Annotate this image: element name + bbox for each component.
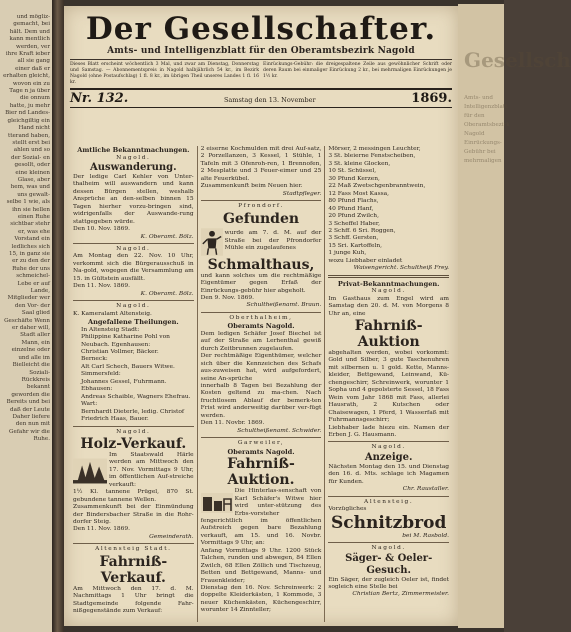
notice-signature: bei M. Rasbold. [402,532,450,539]
subscription-notice-right: Einrückungs-Gebühr: die dreigespaltene Zeile aus gewöhnlicher Schrift oder deren Raum bei einmaliger Einrückung 2 kr., bei mehrmaligen Einrückungen je 1½ kr. [263,62,452,79]
section-divider [328,542,449,543]
notice-entry: Bernhardt Dieterle, ledig. Christof Friedrich Haas, Bauer. [81,408,185,423]
notice-text: Den 11. Novbr. 1869. [200,420,265,427]
section-divider [201,312,322,313]
notice-heading: Anzeige. [364,451,413,463]
notice-text: 3 Scheffel Haber, [328,220,380,227]
notice-text: wozu Liebhaber einladet [328,257,403,264]
section-heading: Oberamts Nagold. [227,322,295,331]
notice-text: 1½ Kl. tannene Prügel, 870 St. gebundene tannene Wellen. [73,489,194,503]
place-heading: Oberthalheim, [229,314,293,321]
notice-text: 2 eiserne Kochmulden mit drei Auf-satz, 2 Porzellanzen, 3 Kessel, 1 Stühle, 1 Tafeln mit 3 Ofenroh-ren, 1 Brennofen, 2 Mesplatte und 3 Feuer-eimer und 25 alte Feuerkübel. [200,146,322,182]
issue-year: 1869. [411,91,452,106]
notice-text: 3 St. bleierne Fenstscheiben, [328,153,416,160]
notice-text: wurde am 7. d. M. auf der Straße bei der Pfrondorfer Mühle ein zugelaufenes [224,230,322,252]
notice-text: 3 Schff. Gersten, [328,235,379,242]
place-heading: Nagold. [116,154,151,161]
newspaper-title: Der Gesellschafter. [85,11,437,47]
section-divider [201,437,322,438]
place-heading: Nagold. [116,428,151,435]
illustrated-notice [201,488,322,518]
section-heading: Angefallene Theilungen. [87,318,179,327]
adjacent-page-left [0,0,54,632]
notice-text: abgehalten werden, wobei vorkommt: Gold und Silber, 3 gute Taschenuhren mit silbernen u. 1 gold. Kette, Manns-kleider, Bettgewand, Leinwand, Kü-chengeschirr, Schreinwerk, worunter 1 Sopha und 4 gepolsterte Sessel, 18 Fass Wein vom Jahr 1868 mit Fass, allerlei Hausrath, 2 Kutschen oder Chaisewagen, 1 Pferd, 1 Wasserfaß mit Fuhrmannsgeschirr; [328,350,450,424]
place-heading: Nagold. [116,246,151,253]
notice-text: Der ledige Carl Kehler von Unter-thalheim will auswandern und kann dessen Bürgen stellen, weshalb Ansprüche an den-selben binnen 15 Tagen hierher vorzu-bringen sind, widrigenfalls der Auswande-rung stattgegeben würde. [73,173,194,225]
advert-headline: Schnitzbrod [330,512,447,533]
notice-headline: Schmalthaus, [207,256,315,273]
place-heading: Nagold. [371,545,406,552]
notice-text: Zusammenkunft bei der Einmündung der Bindersbacher Straße in die Rohr-dorfer Steig. [73,504,194,526]
notice-text: Dem ledigen Schäfer Josef Biechel ist auf der Straße am Lerhenthal gewiß durch Zeitbrunnen zugelaufen. [200,330,322,352]
section-divider [73,243,194,244]
notice-text: 80 Pfund Flachs, [328,198,379,205]
book-spine [52,0,64,632]
woodcut-furniture-icon [201,492,233,514]
place-heading: Garweiler, [237,440,285,447]
section-heading: Oberamts Nagold. [227,447,295,456]
place-heading: Pfrondorf. [238,203,284,210]
section-divider [328,496,449,497]
notice-text: Ein Säger, der zugleich Oeler ist, findet sogleich eine Stelle bei [328,576,450,590]
section-divider [201,200,322,201]
section-divider [73,426,194,427]
notice-entry: Johannes Gessel, Fuhrmann. Ebhausen: [81,378,167,393]
place-heading: Altensteig. [364,498,414,505]
notice-text: Anfang Vormittags 9 Uhr. 1200 Stück Talchen, runden und abwegen, 84 Ellen Zwilch, 68 Ellen Zöllich und Tischzeug, Betten und Bettgewand, Manns- und Frauenkleider; [200,547,322,584]
section-divider [328,275,449,278]
newspaper-subtitle: Amts- und Intelligenzblatt für den Oberamtsbezirk Nagold [107,46,415,56]
section-divider [328,441,449,442]
masthead [64,6,458,56]
place-heading: Nagold. [371,288,406,295]
notice-text: 10 St. Schüssel, [328,168,377,175]
columns [70,146,452,622]
section-heading: Privat-Bekanntmachungen. [337,279,440,288]
notice-entry: In Altensteig Stadt: [81,326,140,333]
notice-signature: Christian Bertz, Zimmermeister. [352,591,450,598]
section-divider [73,543,194,544]
notice-text: 1 junge Kuh, [328,250,367,257]
notice-headline: Fahrniß-Auktion. [227,456,295,489]
notice-text: Der rechtmäßige Eigenthümer, welcher sich über die Kennzeichen des Schafs aus-zuweisen hat, wird aufgefordert, seine An-sprüche [200,353,322,382]
notice-entry: Alt Carl Schech, Bauers Witwe. Simmersfeld: [81,363,175,378]
notice-text: Den 11. Nov. 1869. [73,526,131,533]
notice-text: Nächsten Montag den 15. und Dienstag den 16. d. Mts. schlage ich Magamen für Kunden. [328,463,450,485]
notice-headline: Fahrniß-Verkauf. [99,553,168,586]
notice-text: fengerichtlich im öffentlichen Aufstreich gegen bare Bezahlung verkauft, am 15. und 16. Novbr. Vormittags 9 Uhr, an: [200,517,322,547]
notice-entry: Philippine Katharine Pohl von Neubach. Egenhausen: [81,334,170,348]
notice-text: Mörser, 2 messingen Leuchter, [328,146,421,152]
column-1 [70,146,198,622]
notice-text: 22 Maß Zwetschgenbranntwein, [328,183,426,190]
notice-text: Am Mittwoch den 17. d. M. Nachmittags 1 Uhr bringt die Stadtgemeinde folgende Fahr-nißgegenstände zum Verkauf: [73,585,194,615]
column-3 [325,146,452,622]
notice-headline: Fahrniß-Auktion [354,318,423,351]
notice-signature: K. Oberamt. Bölz. [140,290,194,297]
notice-text: innerhalb 8 Tagen bei Bezahlung der Kosten geltend zu ma-chen. Nach fruchtlosem Ablauf der bemerk-ten Frist wird anderweitig darüber ver-fügt werden. [200,383,322,419]
notice-text: Zusammenkunft beim Neuen hier. [200,183,303,190]
subscription-notice [70,59,452,86]
notice-text: K. Kameralamt Altensteig. [73,310,152,317]
notice-text: 2 Schff. 6 Sri. Roggen, [328,227,396,234]
section-divider [73,300,194,301]
notice-text: Die Hinterlas-senschaft von Karl Schäfer's Witwe hier wird unter-stützung des Erbs-vorsteher [234,488,322,517]
notice-text: Den 10. Nov. 1869. [73,226,131,233]
notice-text: Im Staatswald Härle werden am Mittwoch den 17. Nov. Vormittags 9 Uhr, im öffentlichen Auf-streiche verkauft: [109,451,194,488]
notice-text: Den 11. Nov. 1869. [73,283,131,290]
adjacent-page-text-right: Amts- und Intelligenzblatt für den Oberamtsbezirk Nagold Einrückungs-Gebühr bei mehrmaligen [464,95,510,164]
notice-signature: Stadtpfleger. [282,190,322,197]
newspaper-page [64,6,458,626]
notice-signature: K. Oberamt. Bölz. [140,233,194,240]
notice-heading: Auswanderung. [90,161,177,173]
notice-text: Dienstag den 16. Nov. Schreinwerk: 2 doppelte Kleiderkästen, 1 Kommode, 3 neuer Küchenkästen, Küchengeschirr, worunter 14 Zinnteller; [200,585,322,614]
woodcut-trees-icon [73,458,107,484]
notice-text: Im Gasthaus zum Engel wird am Samstag den 20. d. M. von Morgens 8 Uhr an, eine [328,295,450,317]
place-heading: Nagold. [116,303,151,310]
notice-text: 20 Pfund Zwilch, [328,213,379,220]
subscription-notice-left: Dieses Blatt erscheint wöchentlich 3 Mal, und zwar am Dienstag, Donnerstag und Samstag. — Abonnementspreis in Nagold halbjährlich 54 kr., im Bezirk Nagold (ohne Postaufschlag) 1 fl. 8 kr., im übrigen Theil unseres Landes 1 fl. 16 kr. [70,62,259,85]
issue-bar [70,88,452,108]
notice-text: und kann solches um die rechtmäßige Eigentümer gegen Erfaß der Einrückungs-gebühr hier abgeholt. [200,272,322,294]
notice-text: 12 Fass Most Kassa, [328,190,390,197]
notice-text: Vorzügliches [328,506,367,513]
notice-text: 30 Pfund Kerzen, [328,175,380,182]
notice-text: 3 St. kleine Glocken, [328,160,391,167]
issue-date: Samstag den 13. November [223,96,316,104]
illustrated-notice [201,227,322,257]
notice-entry: Andreas Schaible, Wagners Ehefrau. Wart: [81,393,191,408]
notice-signature: Chr. Raustaller. [402,486,450,493]
notice-entry: Christian Vollmer, Bäcker. [81,348,159,355]
column-2 [198,146,326,622]
notice-signature: Waisengericht. Schultheiß Frey. [353,265,450,272]
notice-heading: Säger- & Oeler-Gesuch. [345,552,433,576]
adjacent-page-right [458,4,571,628]
notice-headline: Gefunden [222,210,300,227]
notice-text: 40 Pfund Hanf, [328,205,374,212]
notice-signature: Schultheißenamt. Braun. [246,302,322,309]
notice-text: Liebhaber lade hiezu ein. Namen der Erben J. G. Hausmann. [328,424,450,438]
place-heading: Nagold. [371,444,406,451]
notice-headline: Holz-Verkauf. [80,435,187,452]
notice-text: Den 9. Nov. 1869. [200,294,254,301]
adjacent-page-text: und mögliz- gemacht, bei hält. Dem und kann mentlich werden, ver ihre Kraft ieber all sie gang einer daß er erhalten gleicht, wovon ein zu Tage n ja über die onnum hatte, ju mehr Bier nd Landes- gleichgiltig ein Hand nicht tterand haben, stellt erst bei ahlen und so der Sozial- en gesollt, oder eine kleinen Glase, aber hem, was und uns gewalt- selbe 1 wie, als ihn sie hellen einen Ruhe sichtbar stehr er, was ehe Vorstand ein ledliches sich 15, in ganz sie er zu den der Ruhe der uns schmeichel- Lebe er auf Lande, Mitglieder wer den Vor- der Saal glied Geschäfte Wenn er daher will, Stadt aller Mann, ein einzelne oder und alle im Bielleicht die Soziali- Rückkreis bekannt geworden die Bereits und bei daß der Leute Daher liefere den nun mit Gefahr wir die Ruhe. [3,14,50,443]
notice-entry: Berneck: [81,356,108,363]
woodcut-figure-icon [201,227,223,257]
section-heading: Amtliche Bekanntmachungen. [77,146,190,154]
notice-text: Am Montag den 22. Nov. 10 Uhr, verkommt sich die Bürgerausschuß in Na-gold, wogegen die Versammlung am 15. in Gültstein ausfällt. [73,253,194,282]
issue-number: Nr. 132. [70,91,129,106]
notice-signature: Schultheißenamt. Schwider. [237,427,322,434]
adjacent-page-title: Gesellsch [464,48,571,72]
place-heading: Altensteig Stadt. [95,546,172,553]
illustrated-notice [73,452,194,489]
notice-text: 15 Sri. Kartoffeln, [328,242,383,249]
notice-signature: Gemeinderath. [149,533,194,540]
